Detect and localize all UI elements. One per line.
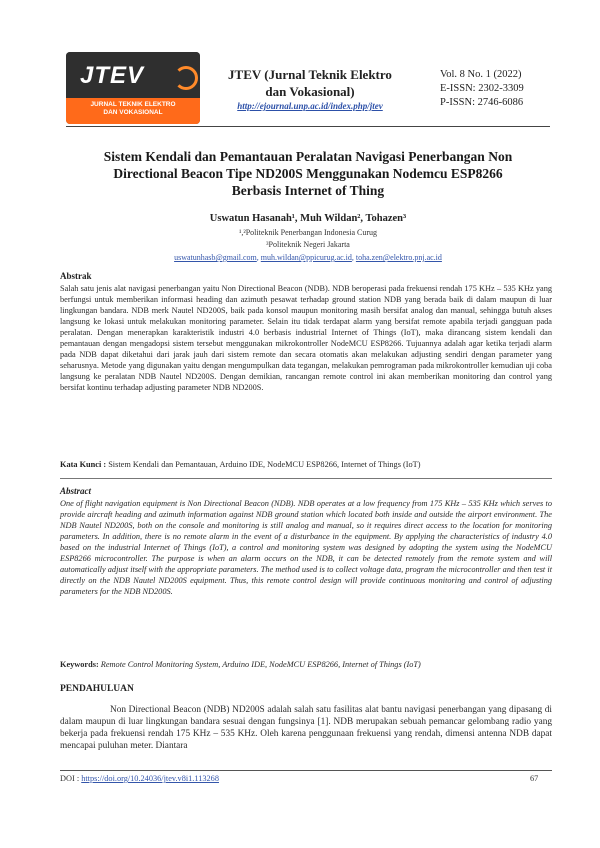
email-link-2[interactable]: muh.wildan@ppicurug.ac.id <box>260 253 352 262</box>
logo-subtitle-line-1: JURNAL TEKNIK ELEKTRO <box>90 101 176 108</box>
kata-kunci <box>60 460 552 469</box>
title-line-2: Directional Beacon Tipe ND200S Menggunakan Nodemcu ESP8266 <box>113 166 503 181</box>
journal-url-link[interactable]: http://ejournal.unp.ac.id/index.php/jtev <box>237 101 383 111</box>
pissn-info: P-ISSN: 2746-6086 <box>440 97 524 108</box>
journal-name-line-2: dan Vokasional) <box>265 84 355 99</box>
journal-name <box>210 66 410 100</box>
paper-title <box>66 148 550 199</box>
footer-divider <box>60 770 552 771</box>
logo-subtitle <box>72 101 194 117</box>
journal-meta <box>440 68 550 110</box>
doi-label: DOI : <box>60 774 80 783</box>
abstract-text: One of flight navigation equipment is Non Directional Beacon (NDB). NDB operates at a low frequency from 175 KHz – 535 KHz which serves to provide aircraft heading and azimuth information against NDB ground station which located both inside and outside the airport environment. The NDB Nautel ND200S, both on the console and monitoring is still analog and manual, so it requires direct access to the location for monitoring parameters. In addition, there is no remote alarm in the event of a disturbance in the equipment. By applying the characteristics of industry 4.0 based on the industrial Internet of Things (IoT), a control and monitoring system was designed by adopting the system using the NodeMCU ESP8266 microcontroller. The purpose is when an alarm occurs on the NDB, it can be detected remotely from the remote system and will automatically adjust itself with the appropriate parameters. The method used is to collect voltage data, program the microcontroller and then test it directly on the NDB Nautel ND200S equipment. Thus, this remote control design will provide continuous monitoring and control of adjusting parameters for the NDB ND200S. <box>60 499 552 596</box>
email-link-3[interactable]: toha.zen@elektro.pnj.ac.id <box>355 253 442 262</box>
email-link-1[interactable]: uswatunhasb@gmail.com <box>174 253 257 262</box>
abstrak-text: Salah satu jenis alat navigasi penerbangan yaitu Non Directional Beacon (NDB). NDB beroperasi pada frekuensi rendah 175 KHz – 535 KHz yang berfungsi untuk memberikan informasi heading dan azimuth pesawat terhadap ground station NDB yang berada baik di dalam maupun di luar lingkungan bandara. NDB merk Nautel ND200S, baik pada konsol maupun monitoring masih bersifat analog dan manual, sehingga butuh akses langsung ke lokasi untuk melakukan monitoring parameter. Selain itu tidak terdapat alarm yang bersifat remote apabila terjadi gangguan pada peralatan. Dengan menerapkan karakteristik industri 4.0 berbasis industrial Internet of Things (IoT), maka dirancang sistem kendali dan pemantauan dengan mengadopsi sistem tersebut menggunakan mikrokontroller NodeMCU ESP8266. Tujuannya adalah agar ketika terjadi alarm pada NDB dapat diketahui dari jarak jauh dari sistem remote dan secara otomatis akan melakukan adjusting sendiri dengan parameter yang seharusnya. Metode yang digunakan yaitu dengan mengumpulkan data tegangan, melakukan pemrograman pada mikrokontroller kemudian uji coba langsung ke peralatan NDB Nautel ND200S. Dengan demikian, rancangan remote control ini akan memberikan monitoring dan control yang bersifat kontinu terhadap adjusting parameter NDB ND200S. <box>60 284 552 392</box>
author-emails: uswatunhasb@gmail.com, muh.wildan@ppicurug.ac.id, toha.zen@elektro.pnj.ac.id <box>174 253 442 262</box>
journal-name-line-1: JTEV (Jurnal Teknik Elektro <box>228 67 392 82</box>
kata-kunci-label: Kata Kunci : <box>60 460 107 469</box>
author-list: Uswatun Hasanah¹, Muh Wildan², Tohazen³ <box>209 213 407 224</box>
title-line-1: Sistem Kendali dan Pemantauan Peralatan Navigasi Penerbangan Non <box>103 149 513 164</box>
keywords <box>60 660 552 669</box>
affiliation-2: ³Politeknik Negeri Jakarta <box>266 240 350 249</box>
abstrak-heading: Abstrak <box>60 271 92 281</box>
title-line-3: Berbasis Internet of Thing <box>231 183 385 198</box>
page-number: 67 <box>530 774 539 783</box>
kata-kunci-value: Sistem Kendali dan Pemantauan, Arduino IDE, NodeMCU ESP8266, Internet of Things (IoT) <box>108 460 421 469</box>
journal-logo <box>66 52 200 124</box>
logo-subtitle-line-2: DAN VOKASIONAL <box>103 109 163 116</box>
keywords-label: Keywords: <box>60 660 99 669</box>
affiliation-1: ¹,²Politeknik Penerbangan Indonesia Curug <box>238 228 378 237</box>
volume-info: Vol. 8 No. 1 (2022) <box>440 69 522 80</box>
eissn-info: E-ISSN: 2302-3309 <box>440 83 524 94</box>
section-heading: PENDAHULUAN <box>60 684 134 694</box>
section-text: Non Directional Beacon (NDB) ND200S adalah salah satu fasilitas alat bantu navigasi penerbangan yang dipasang di dalam maupun di luar lingkungan bandara sesuai dengan fungsinya [1]. NDB merupakan sebuah pemancar gelombang radio yang bekerja pada frekuensi rendah 175 KHz – 535 KHz. Oleh karena penggunaan frekuensi yang rendah, dimensi antenna NDB dapat mencapai puluhan meter. Diantara <box>60 705 552 751</box>
keywords-value: Remote Control Monitoring System, Arduino IDE, NodeMCU ESP8266, Internet of Things (IoT) <box>100 660 421 669</box>
abstract-heading: Abstract <box>60 486 92 496</box>
logo-text: JTEV <box>80 62 145 89</box>
header-divider <box>66 126 550 127</box>
logo-swirl-icon <box>174 66 198 90</box>
doi <box>60 774 219 783</box>
doi-link[interactable]: https://doi.org/10.24036/jtev.v8i1.113268 <box>81 774 219 783</box>
keywords-divider <box>60 478 552 479</box>
